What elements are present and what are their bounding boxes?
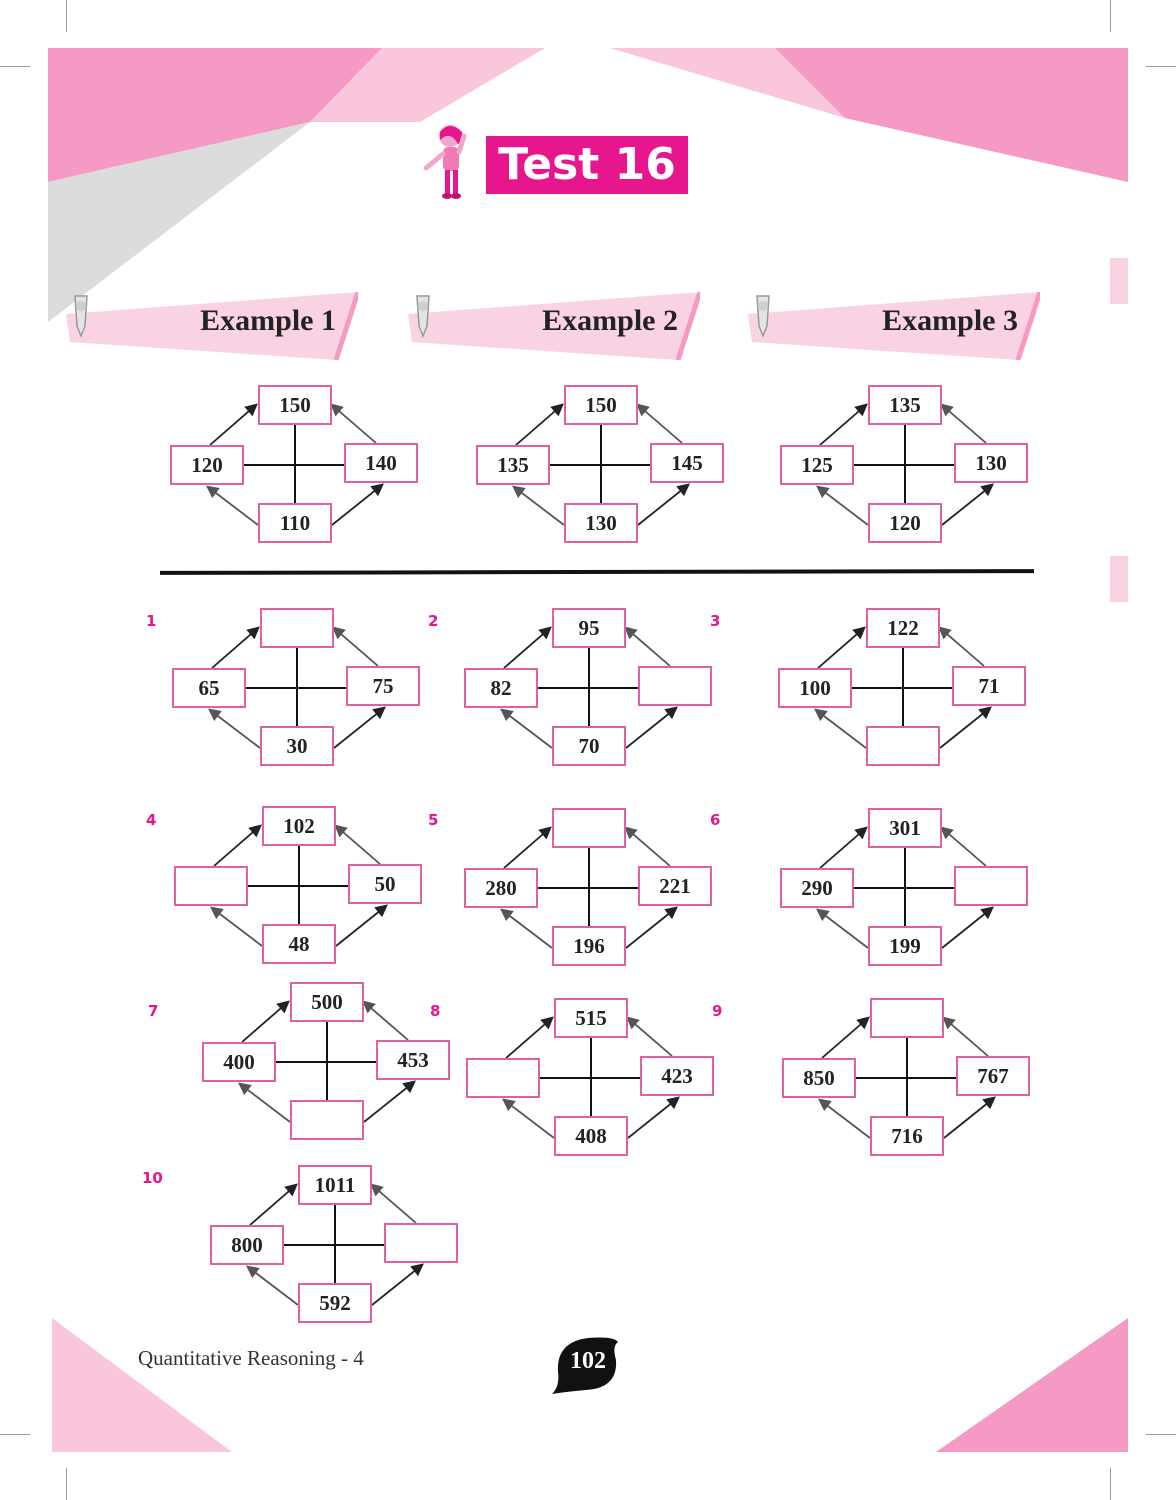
page-title: Test 16 (486, 136, 688, 194)
number-box-left: 120 (170, 445, 244, 485)
number-box-right: 50 (348, 864, 422, 904)
question-number: 4 (146, 811, 157, 829)
number-box-right: 423 (640, 1056, 714, 1096)
number-box-top: 515 (554, 998, 628, 1038)
number-box-top: 102 (262, 806, 336, 846)
question-puzzle-5 (464, 808, 724, 972)
girl-mascot-icon (420, 122, 480, 202)
question-puzzle-3 (778, 608, 1038, 772)
question-number: 5 (428, 811, 439, 829)
number-box-top[interactable] (552, 808, 626, 848)
question-number: 2 (428, 612, 439, 630)
number-box-top[interactable] (870, 998, 944, 1038)
number-box-left: 65 (172, 668, 246, 708)
number-box-bottom: 110 (258, 503, 332, 543)
number-box-left: 280 (464, 868, 538, 908)
question-puzzle-10 (210, 1165, 470, 1329)
number-box-left: 100 (778, 668, 852, 708)
question-number: 3 (710, 612, 721, 630)
question-puzzle-7 (202, 982, 462, 1146)
question-puzzle-4 (174, 806, 434, 970)
number-box-bottom: 716 (870, 1116, 944, 1156)
question-puzzle-8 (466, 998, 726, 1162)
number-box-right: 145 (650, 443, 724, 483)
example-banner-1 (66, 292, 358, 360)
number-box-left: 82 (464, 668, 538, 708)
number-box-right: 140 (344, 443, 418, 483)
number-box-left: 400 (202, 1042, 276, 1082)
number-box-left: 800 (210, 1225, 284, 1265)
example-label: Example 1 (200, 304, 336, 337)
number-box-top: 150 (564, 385, 638, 425)
book-title: Quantitative Reasoning - 4 (138, 1346, 364, 1370)
number-box-top: 122 (866, 608, 940, 648)
number-box-bottom: 592 (298, 1283, 372, 1323)
question-puzzle-1 (172, 608, 432, 772)
number-box-left[interactable] (174, 866, 248, 906)
question-number: 8 (430, 1002, 441, 1020)
number-box-bottom: 70 (552, 726, 626, 766)
number-box-right[interactable] (638, 666, 712, 706)
number-box-left: 290 (780, 868, 854, 908)
number-box-right[interactable] (954, 866, 1028, 906)
number-box-bottom: 30 (260, 726, 334, 766)
question-puzzle-9 (782, 998, 1042, 1162)
question-number: 7 (148, 1002, 159, 1020)
example-puzzle-2 (476, 385, 736, 549)
page-number-badge (552, 1332, 624, 1396)
number-box-right: 75 (346, 666, 420, 706)
question-puzzle-6 (780, 808, 1040, 972)
number-box-bottom: 48 (262, 924, 336, 964)
number-box-left: 850 (782, 1058, 856, 1098)
number-box-top: 500 (290, 982, 364, 1022)
example-puzzle-3 (780, 385, 1040, 549)
number-box-bottom: 120 (868, 503, 942, 543)
number-box-bottom[interactable] (290, 1100, 364, 1140)
number-box-right: 767 (956, 1056, 1030, 1096)
number-box-bottom: 408 (554, 1116, 628, 1156)
example-label: Example 3 (882, 304, 1018, 337)
number-box-right: 71 (952, 666, 1026, 706)
number-box-top: 95 (552, 608, 626, 648)
number-box-top[interactable] (260, 608, 334, 648)
number-box-top: 301 (868, 808, 942, 848)
example-banner-2 (408, 292, 700, 360)
number-box-top: 150 (258, 385, 332, 425)
number-box-bottom: 196 (552, 926, 626, 966)
question-number: 1 (146, 612, 157, 630)
question-number: 10 (142, 1169, 163, 1187)
number-box-left[interactable] (466, 1058, 540, 1098)
number-box-right: 130 (954, 443, 1028, 483)
number-box-right: 453 (376, 1040, 450, 1080)
question-number: 6 (710, 811, 721, 829)
example-label: Example 2 (542, 304, 678, 337)
number-box-bottom: 130 (564, 503, 638, 543)
number-box-bottom: 199 (868, 926, 942, 966)
number-box-top: 1011 (298, 1165, 372, 1205)
number-box-right: 221 (638, 866, 712, 906)
number-box-right[interactable] (384, 1223, 458, 1263)
question-number: 9 (712, 1002, 723, 1020)
number-box-left: 125 (780, 445, 854, 485)
test-header (420, 122, 700, 202)
number-box-top: 135 (868, 385, 942, 425)
page-number: 102 (570, 1348, 606, 1374)
example-banner-3 (748, 292, 1040, 360)
number-box-left: 135 (476, 445, 550, 485)
question-puzzle-2 (464, 608, 724, 772)
number-box-bottom[interactable] (866, 726, 940, 766)
example-puzzle-1 (170, 385, 430, 549)
